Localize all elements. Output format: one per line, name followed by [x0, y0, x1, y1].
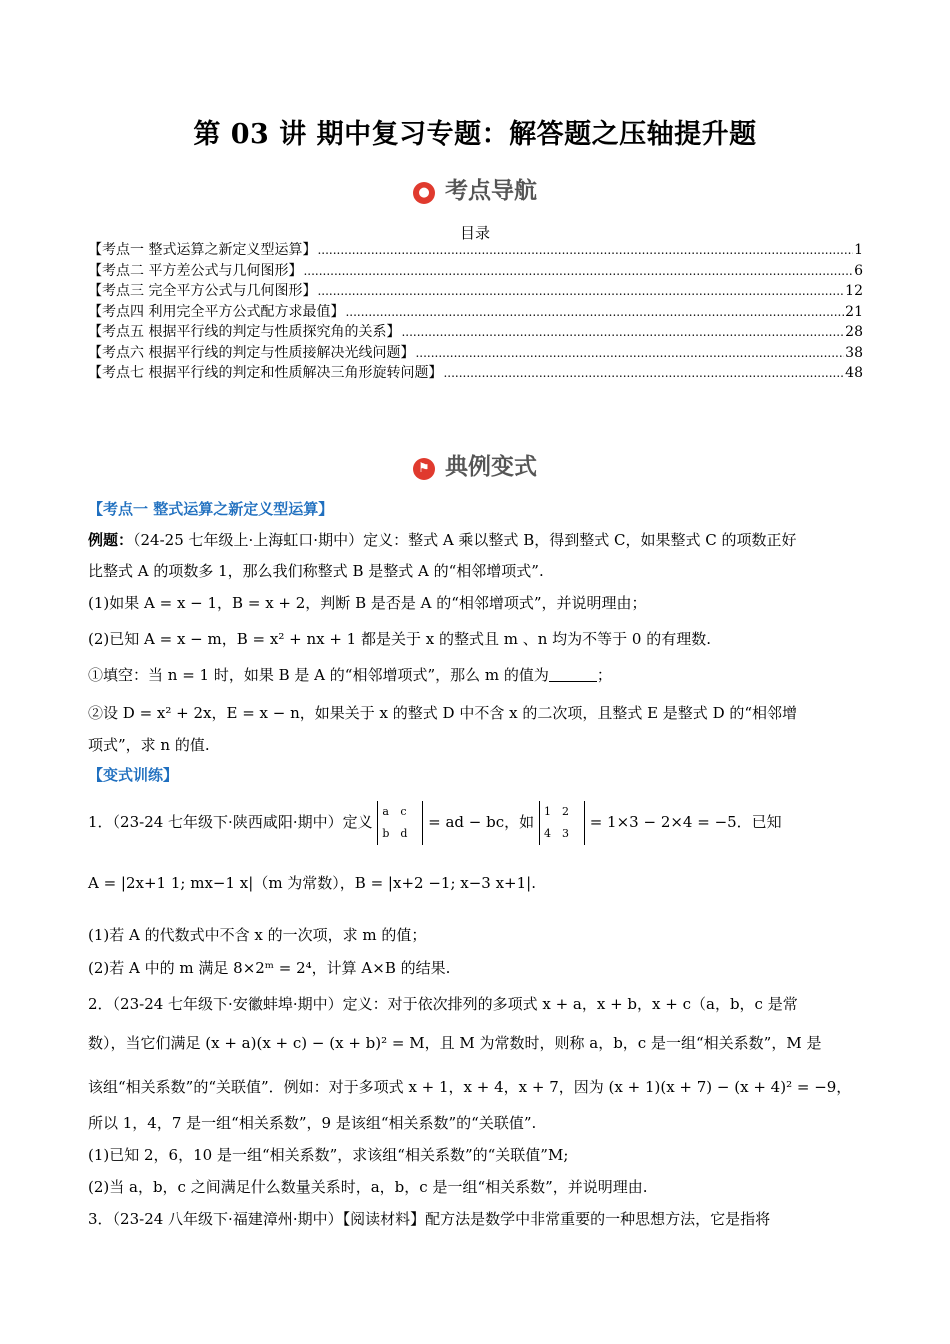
problem-1-end: = 1×3 − 2×4 = −5．已知 [589, 813, 782, 831]
question-2: (2)已知 A = x − m，B = x² + nx + 1 都是关于 x 的整式且 m 、n 均为不等于 0 的有理数. [88, 630, 712, 648]
problem-2-question-1: (1)已知 2，6，10 是一组“相关系数”，求该组“相关系数”的“关联值”M; [88, 1146, 569, 1164]
toc-leader [345, 302, 844, 323]
toc-item-page: 28 [845, 324, 863, 340]
toc-leader [317, 240, 853, 261]
problem-3-line-1: 3．（23-24 八年级下·福建漳州·期中）【阅读材料】配方法是数学中非常重要的一种思想方法，它是指将 [88, 1210, 771, 1228]
example-label: 例题： [88, 531, 134, 549]
example-banner [0, 448, 950, 481]
problem-1-intro: 1．（23-24 七年级下·陕西咸阳·期中）定义 [88, 813, 373, 831]
variant-heading: 【变式训练】 [88, 766, 179, 784]
toc-item-label: 【考点六 根据平行线的判定与性质接解决光线问题】 [88, 344, 415, 361]
toc-item[interactable] [88, 343, 863, 364]
question-2a-text: ①填空：当 n = 1 时，如果 B 是 A 的“相邻增项式”，那么 m 的值为 [88, 666, 549, 684]
toc-item-label: 【考点一 整式运算之新定义型运算】 [88, 242, 317, 258]
nav-banner [0, 172, 950, 205]
determinant-example: 1 2 4 3 [539, 801, 585, 845]
toc-item-page: 1 [854, 242, 863, 258]
toc-item[interactable] [88, 302, 863, 323]
toc-leader [317, 281, 844, 302]
nav-banner-label: 考点导航 [445, 178, 537, 204]
toc-item[interactable] [88, 281, 863, 302]
question-2a [88, 664, 863, 685]
problem-2-line-3: 该组“相关系数”的“关联值”．例如：对于多项式 x + 1，x + 4，x + 7，因为 (x + 1)(x + 7) − (x + 4)² = −9， [88, 1078, 852, 1096]
toc-leader [303, 261, 853, 282]
question-2a-end: ； [596, 666, 612, 684]
example-line [88, 529, 863, 550]
toc-item-page: 12 [845, 283, 863, 299]
problem-1-line-2: A = |2x+1 1; mx−1 x|（m 为常数），B = |x+2 −1; x−3 x+1|. [88, 874, 536, 892]
flag-icon: ⚑ [413, 458, 435, 480]
section-heading: 【考点一 整式运算之新定义型运算】 [88, 500, 334, 518]
toc-item-label: 【考点四 利用完全平方公式配方求最值】 [88, 303, 345, 320]
example-text: （24-25 七年级上·上海虹口·期中）定义：整式 A 乘以整式 B，得到整式 C，如果整式 C 的项数正好 [133, 531, 797, 549]
table-of-contents [88, 240, 863, 384]
toc-item-page: 38 [845, 344, 863, 361]
toc-leader [401, 322, 844, 343]
determinant-definition: a c b d [377, 801, 423, 845]
problem-1-line-1 [88, 800, 863, 845]
toc-item-page: 48 [845, 365, 863, 381]
toc-heading: 目录 [459, 224, 490, 242]
page-title: 第 03 讲 期中复习专题：解答题之压轴提升题 [193, 119, 757, 150]
toc-item-page: 6 [854, 262, 863, 279]
toc-leader [443, 363, 844, 384]
problem-2-line-1: 2．（23-24 七年级下·安徽蚌埠·期中）定义：对于依次排列的多项式 x + a，x + b，x + c（a，b，c 是常 [88, 995, 798, 1013]
toc-item-label: 【考点三 完全平方公式与几何图形】 [88, 283, 317, 299]
problem-2-line-4: 所以 1，4，7 是一组“相关系数”，9 是该组“相关系数”的“关联值”. [88, 1114, 537, 1132]
toc-item-page: 21 [845, 303, 863, 320]
answer-blank[interactable] [549, 667, 597, 682]
example-banner-label: 典例变式 [445, 454, 537, 480]
toc-item-label: 【考点五 根据平行线的判定与性质探究角的关系】 [88, 324, 401, 340]
problem-1-question-2: (2)若 A 中的 m 满足 8×2ᵐ = 2⁴，计算 A×B 的结果. [88, 959, 451, 977]
toc-item-label: 【考点二 平方差公式与几何图形】 [88, 262, 303, 279]
toc-item[interactable] [88, 261, 863, 282]
person-icon: ● [413, 182, 435, 204]
question-1: (1)如果 A = x − 1，B = x + 2，判断 B 是否是 A 的“相邻增项式”，并说明理由； [88, 594, 647, 612]
example-line-2: 比整式 A 的项数多 1，那么我们称整式 B 是整式 A 的“相邻增项式”. [88, 562, 544, 580]
problem-1-mid: = ad − bc，如 [428, 813, 535, 831]
toc-leader [415, 343, 844, 364]
toc-item[interactable] [88, 322, 863, 343]
toc-item[interactable] [88, 240, 863, 261]
question-2b-cont: 项式”，求 n 的值. [88, 736, 210, 754]
problem-2-question-2: (2)当 a，b，c 之间满足什么数量关系时，a，b，c 是一组“相关系数”，并说明理由. [88, 1178, 648, 1196]
toc-item[interactable] [88, 363, 863, 384]
question-2b: ②设 D = x² + 2x，E = x − n，如果关于 x 的整式 D 中不含 x 的二次项，且整式 E 是整式 D 的“相邻增 [88, 704, 798, 722]
toc-item-label: 【考点七 根据平行线的判定和性质解决三角形旋转问题】 [88, 365, 443, 381]
problem-2-line-2: 数），当它们满足 (x + a)(x + c) − (x + b)² = M，且 M 为常数时，则称 a，b，c 是一组“相关系数”，M 是 [88, 1034, 822, 1052]
problem-1-question-1: (1)若 A 的代数式中不含 x 的一次项，求 m 的值； [88, 926, 427, 944]
